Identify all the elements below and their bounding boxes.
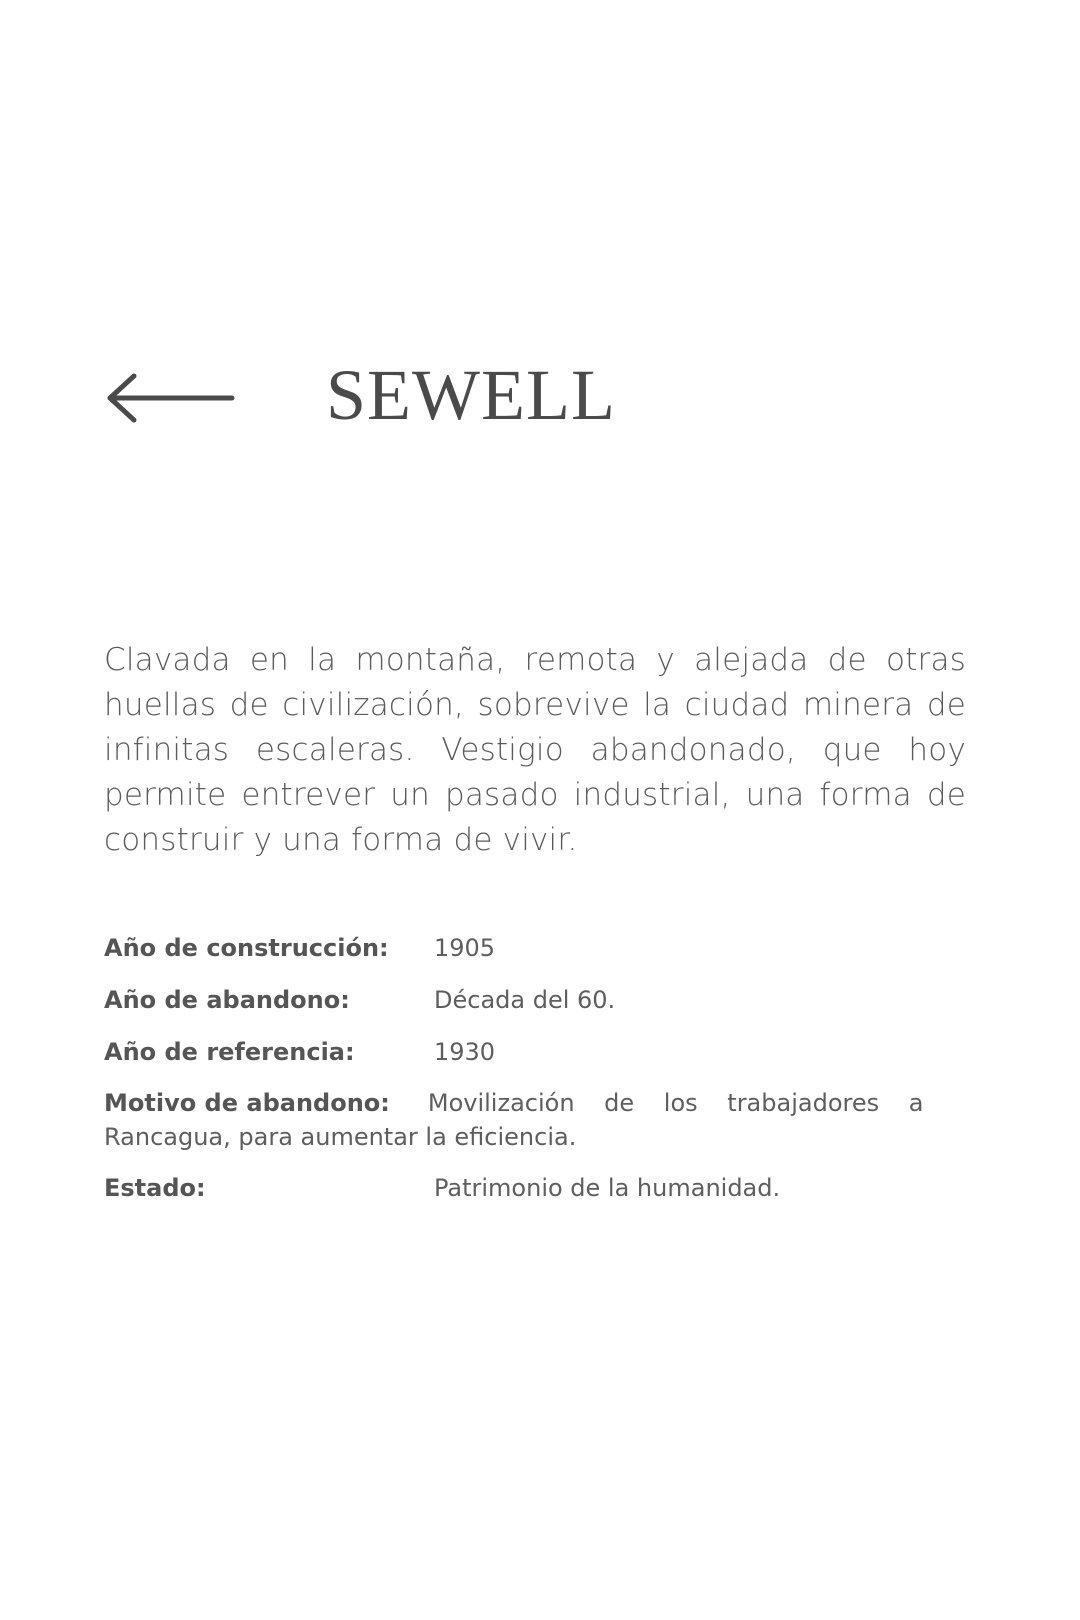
back-button[interactable]: [104, 370, 240, 426]
detail-value: Movilización de los trabajadores a: [427, 1089, 924, 1117]
detail-row-status: [104, 1170, 966, 1206]
detail-row-abandon-year: [104, 982, 966, 1018]
details-list: [104, 930, 966, 1222]
detail-label: Año de construcción:: [104, 934, 389, 962]
detail-label: Estado:: [104, 1174, 206, 1202]
description-text: Clavada en la montaña, remota y alejada de otras huellas de civilización, sobrevive la ciudad minera de infinitas escaleras. Vestigio abandonado, que hoy permite entrever un pasado industrial, una forma de construir y una forma de vivir.: [104, 642, 966, 858]
detail-value: 1905: [434, 934, 496, 962]
detail-label: Año de referencia:: [104, 1038, 355, 1066]
detail-value: Patrimonio de la humanidad.: [434, 1174, 781, 1202]
page-title: SEWELL: [326, 355, 616, 435]
arrow-left-icon: [104, 370, 240, 426]
detail-value: Década del 60.: [434, 986, 616, 1014]
detail-value-continued: Rancagua, para aumentar la eficiencia.: [104, 1123, 577, 1151]
detail-label: Motivo de abandono:: [104, 1089, 390, 1117]
detail-row-reference-year: [104, 1034, 966, 1070]
detail-row-abandon-reason: [104, 1086, 966, 1154]
detail-row-construction-year: [104, 930, 966, 966]
detail-value: 1930: [434, 1038, 496, 1066]
header: [104, 350, 964, 440]
detail-label: Año de abandono:: [104, 986, 350, 1014]
